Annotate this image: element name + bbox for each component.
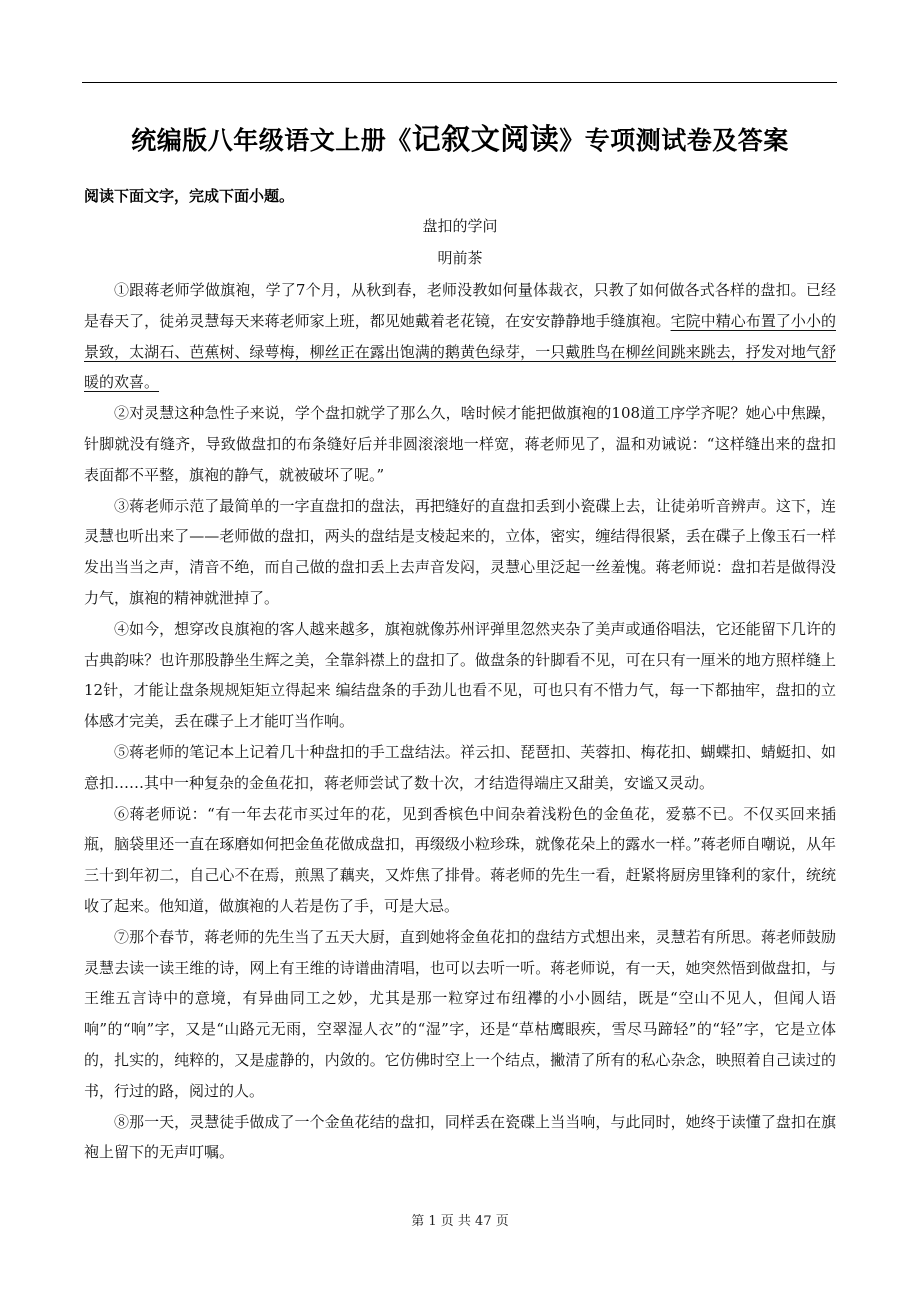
- title-emphasis: 记叙文阅读: [411, 122, 560, 156]
- paragraph-8: ⑧那一天，灵慧徒手做成了一个金鱼花结的盘扣，同样丢在瓷碟上当当响，与此同时，她终于读懂了盘扣在旗袍上留下的无声叮嘱。: [84, 1112, 836, 1162]
- paragraph-4: ④如今，想穿改良旗袍的客人越来越多，旗袍就像苏州评弹里忽然夹杂了美声或通俗唱法，它还能留下几许的古典韵味？也许那股静坐生辉之美，全靠斜襟上的盘扣了。做盘条的针脚看不见，可在只有一厘米的地方照样缝上12针，才能让盘条规规矩矩立得起来 编结盘条的手劲儿也看不见，可也只有不惜力气，每一下都抽牢，盘扣的立体感才完美，丢在碟子上才能叮当作响。: [84, 619, 836, 731]
- article-title: 盘扣的学问: [422, 217, 498, 235]
- header-rule: [82, 82, 837, 83]
- title-part-1: 统编版八年级语文上册《: [131, 126, 412, 155]
- article-body: [84, 275, 836, 1168]
- paragraph-1-underlined-text: 宅院中精心布置了小小的景致，太湖石、芭蕉树、绿萼梅，柳丝正在露出饱满的鹅黄色绿芽，一只戴胜鸟在柳丝间跳来跳去，抒发对地气舒暖的欢喜。: [84, 311, 836, 392]
- paragraph-7: ⑦那个春节，蒋老师的先生当了五天大厨，直到她将金鱼花扣的盘结方式想出来，灵慧若有所思。蒋老师鼓励灵慧去读一读王维的诗，网上有王维的诗谱曲清唱，也可以去听一听。蒋老师说，有一天，她突然悟到做盘扣，与王维五言诗中的意境，有异曲同工之妙，尤其是那一粒穿过布纽襻的小小圆结，既是“空山不见人，但闻人语响”的“响”字，又是“山路元无雨，空翠湿人衣”的“湿”字，还是“草枯鹰眼疾，雪尽马蹄轻”的“轻”字，它是立体的，扎实的，纯粹的，又是虚静的，内敛的。它仿佛时空上一个结点，撇清了所有的私心杂念，映照着自己读过的书，行过的路，阅过的人。: [84, 927, 836, 1100]
- paragraph-6: ⑥蒋老师说：“有一年去花市买过年的花，见到香槟色中间杂着浅粉色的金鱼花，爱慕不已。不仅买回来插瓶，脑袋里还一直在琢磨如何把金鱼花做成盘扣，再缀级小粒珍珠，就像花朵上的露水一样。”蒋老师自嘲说，从年三十到年初二，自己心不在焉，煎黑了藕夹，又炸焦了排骨。蒋老师的先生一看，赶紧将厨房里锋利的家什，统统收了起来。他知道，做旗袍的人若是伤了手，可是大忌。: [84, 804, 836, 915]
- article-author: 明前茶: [437, 249, 483, 267]
- paragraph-1-text: ①跟蒋老师学做旗袍，学了7个月，从秋到春，老师没教如何量体裁衣，只教了如何做各式各样的盘扣。已经是春天了，徒弟灵慧每天来蒋老师家上班，都见她戴着老花镜，在安安静静地手缝旗袍。: [84, 281, 836, 330]
- document-title: [0, 117, 920, 158]
- page-footer: 第 1 页 共 47 页: [411, 1214, 509, 1229]
- paragraph-1: [84, 275, 836, 398]
- paragraph-3: ③蒋老师示范了最简单的一字直盘扣的盘法，再把缝好的直盘扣丢到小瓷碟上去，让徒弟听音辨声。这下，连灵慧也听出来了——老师做的盘扣，两头的盘结是支棱起来的，立体，密实，缠结得很紧，丢在碟子上像玉石一样发出当当之声，清音不绝，而自己做的盘扣丢上去声音发闷，灵慧心里泛起一丝羞愧。蒋老师说：盘扣若是做得没力气，旗袍的精神就泄掉了。: [84, 496, 836, 607]
- paragraph-5: ⑤蒋老师的笔记本上记着几十种盘扣的手工盘结法。祥云扣、琵琶扣、芙蓉扣、梅花扣、蝴蝶扣、蜻蜓扣、如意扣……其中一种复杂的金鱼花扣，蒋老师尝试了数十次，才结造得端庄又甜美，安谧又灵动。: [84, 742, 836, 792]
- paragraph-2: ②对灵慧这种急性子来说，学个盘扣就学了那么久，啥时候才能把做旗袍的108道工序学齐呢？她心中焦躁，针脚就没有缝齐，导致做盘扣的布条缝好后并非圆滚滚地一样宽，蒋老师见了，温和劝诫说：“这样缝出来的盘扣表面都不平整，旗袍的静气，就被破坏了呢。”: [84, 404, 836, 484]
- reading-instruction: 阅读下面文字，完成下面小题。: [84, 187, 295, 205]
- title-part-2: 》专项测试卷及答案: [559, 126, 789, 155]
